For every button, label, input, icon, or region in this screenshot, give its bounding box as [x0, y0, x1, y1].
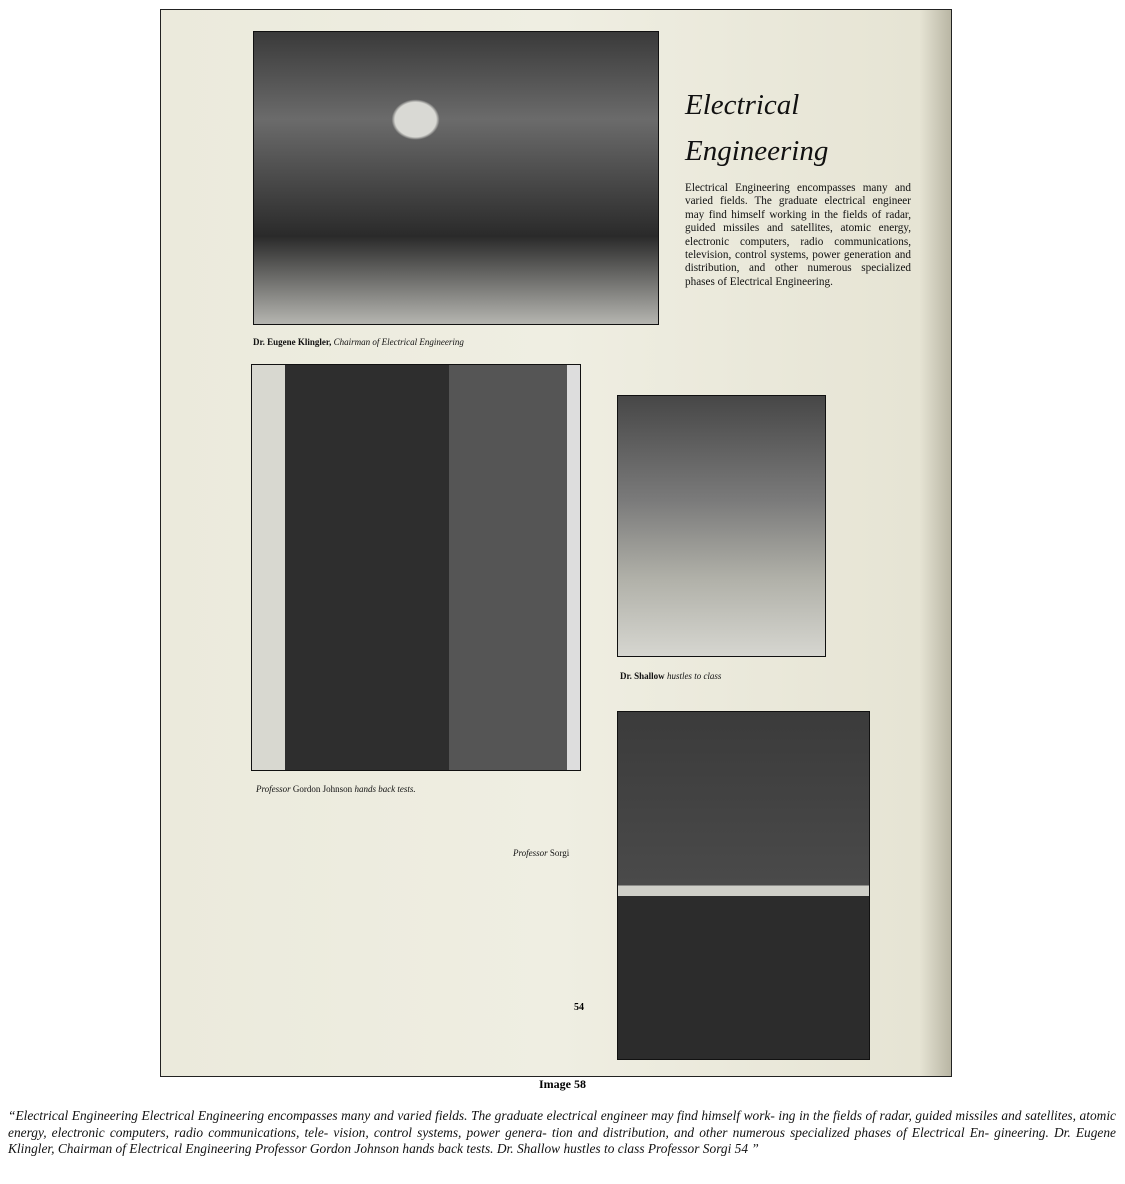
caption-sorgi	[513, 848, 569, 858]
photo-johnson-classroom	[251, 364, 581, 771]
caption-name: Gordon Johnson	[292, 784, 353, 794]
caption-action: hustles to class	[666, 671, 722, 681]
caption-title: Professor	[513, 848, 548, 858]
yearbook-page	[160, 9, 952, 1077]
page-number: 54	[574, 1002, 584, 1013]
photo-sorgi	[617, 711, 870, 1060]
caption-role: Chairman of Electrical Engineering	[333, 337, 464, 347]
caption-klingler	[253, 337, 464, 347]
caption-name: Dr. Shallow	[620, 671, 665, 681]
caption-name: Dr. Eugene Klingler,	[253, 337, 332, 347]
title-line-1: Electrical	[685, 89, 800, 121]
title-line-2: Engineering	[685, 135, 829, 167]
image-description: “Electrical Engineering Electrical Engineering encompasses many and varied fields. The graduate electrical engineer may find himself work- ing in the fields of radar, guided missiles and satellites, atomic energy, electronic computers, radio communications, tele- vision, control systems, power genera- tion and distribution, and other numerous specialized phases of Electrical En- gineering. Dr. Eugene Klingler, Chairman of Electrical Engineering Professor Gordon Johnson hands back tests. Dr. Shallow hustles to class Professor Sorgi 54 ”	[8, 1108, 1116, 1156]
image-label: Image 58	[539, 1077, 586, 1091]
body-text: Electrical Engineering encompasses many and varied fields. The graduate electrical engineer may find himself working in the fields of radar, guided missiles and satellites, atomic energy, electronic computers, radio communications, television, control systems, power generation and distribution, and other numerous specialized phases of Electrical Engineering.	[685, 182, 911, 288]
caption-name: Sorgi	[549, 848, 570, 858]
photo-klingler	[253, 31, 659, 325]
photo-shallow	[617, 395, 826, 657]
caption-johnson	[256, 784, 416, 794]
caption-shallow	[620, 671, 721, 681]
caption-action: hands back tests.	[354, 784, 416, 794]
caption-title: Professor	[256, 784, 291, 794]
page-title	[685, 82, 828, 174]
